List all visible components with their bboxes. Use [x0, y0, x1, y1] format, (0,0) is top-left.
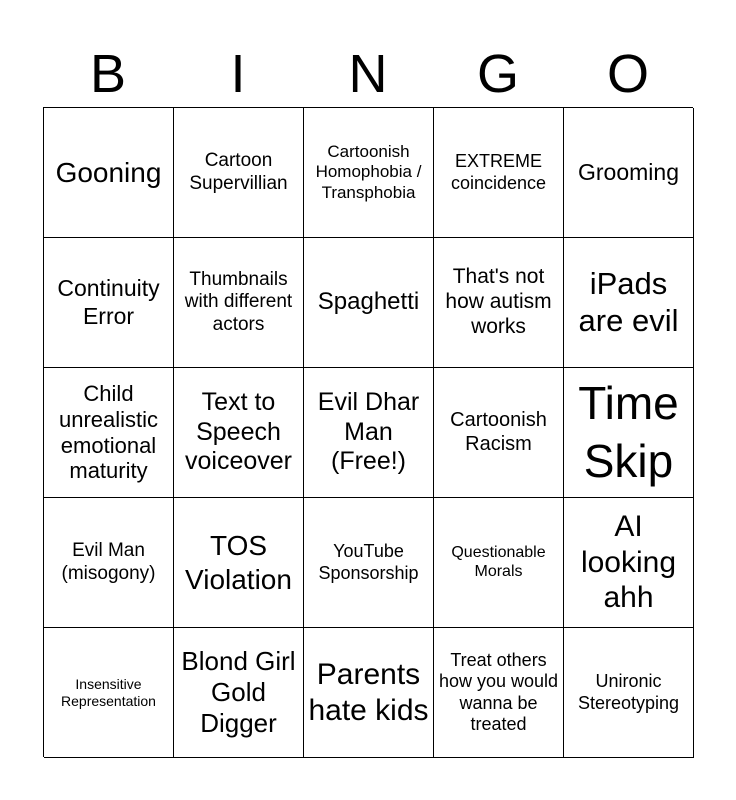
header-letter-b: B — [89, 44, 127, 104]
bingo-cell[interactable]: Cartoonish Racism — [434, 368, 564, 498]
bingo-cell[interactable]: Child unrealistic emotional maturity — [44, 368, 174, 498]
bingo-cell[interactable]: That's not how autism works — [434, 238, 564, 368]
bingo-cell[interactable]: Evil Dhar Man (Free!) — [304, 368, 434, 498]
bingo-cell[interactable]: Unironic Stereotyping — [564, 628, 694, 758]
bingo-cell[interactable]: Insensitive Representation — [44, 628, 174, 758]
bingo-board — [43, 107, 693, 757]
header-letter-o: O — [606, 44, 649, 104]
bingo-cell[interactable]: Spaghetti — [304, 238, 434, 368]
bingo-cell[interactable]: Continuity Error — [44, 238, 174, 368]
bingo-cell[interactable]: Gooning — [44, 108, 174, 238]
bingo-cell[interactable]: TOS Violation — [174, 498, 304, 628]
bingo-cell[interactable]: Treat others how you would wanna be treated — [434, 628, 564, 758]
bingo-cell[interactable]: Evil Man (misogony) — [44, 498, 174, 628]
header-letter-g: G — [476, 44, 519, 104]
bingo-cell[interactable]: AI looking ahh — [564, 498, 694, 628]
bingo-cell[interactable]: Cartoon Supervillian — [174, 108, 304, 238]
bingo-header — [43, 40, 693, 108]
bingo-cell[interactable]: Cartoonish Homophobia / Transphobia — [304, 108, 434, 238]
bingo-cell[interactable]: Thumbnails with different actors — [174, 238, 304, 368]
header-letter-i: I — [230, 44, 246, 104]
bingo-cell[interactable]: Grooming — [564, 108, 694, 238]
bingo-cell[interactable]: Text to Speech voiceover — [174, 368, 304, 498]
bingo-cell[interactable]: Blond Girl Gold Digger — [174, 628, 304, 758]
bingo-cell[interactable]: EXTREME coincidence — [434, 108, 564, 238]
bingo-cell[interactable]: Time Skip — [564, 368, 694, 498]
bingo-cell[interactable]: iPads are evil — [564, 238, 694, 368]
bingo-cell[interactable]: Parents hate kids — [304, 628, 434, 758]
header-letter-n: N — [348, 44, 388, 104]
bingo-cell[interactable]: Questionable Morals — [434, 498, 564, 628]
bingo-cell[interactable]: YouTube Sponsorship — [304, 498, 434, 628]
